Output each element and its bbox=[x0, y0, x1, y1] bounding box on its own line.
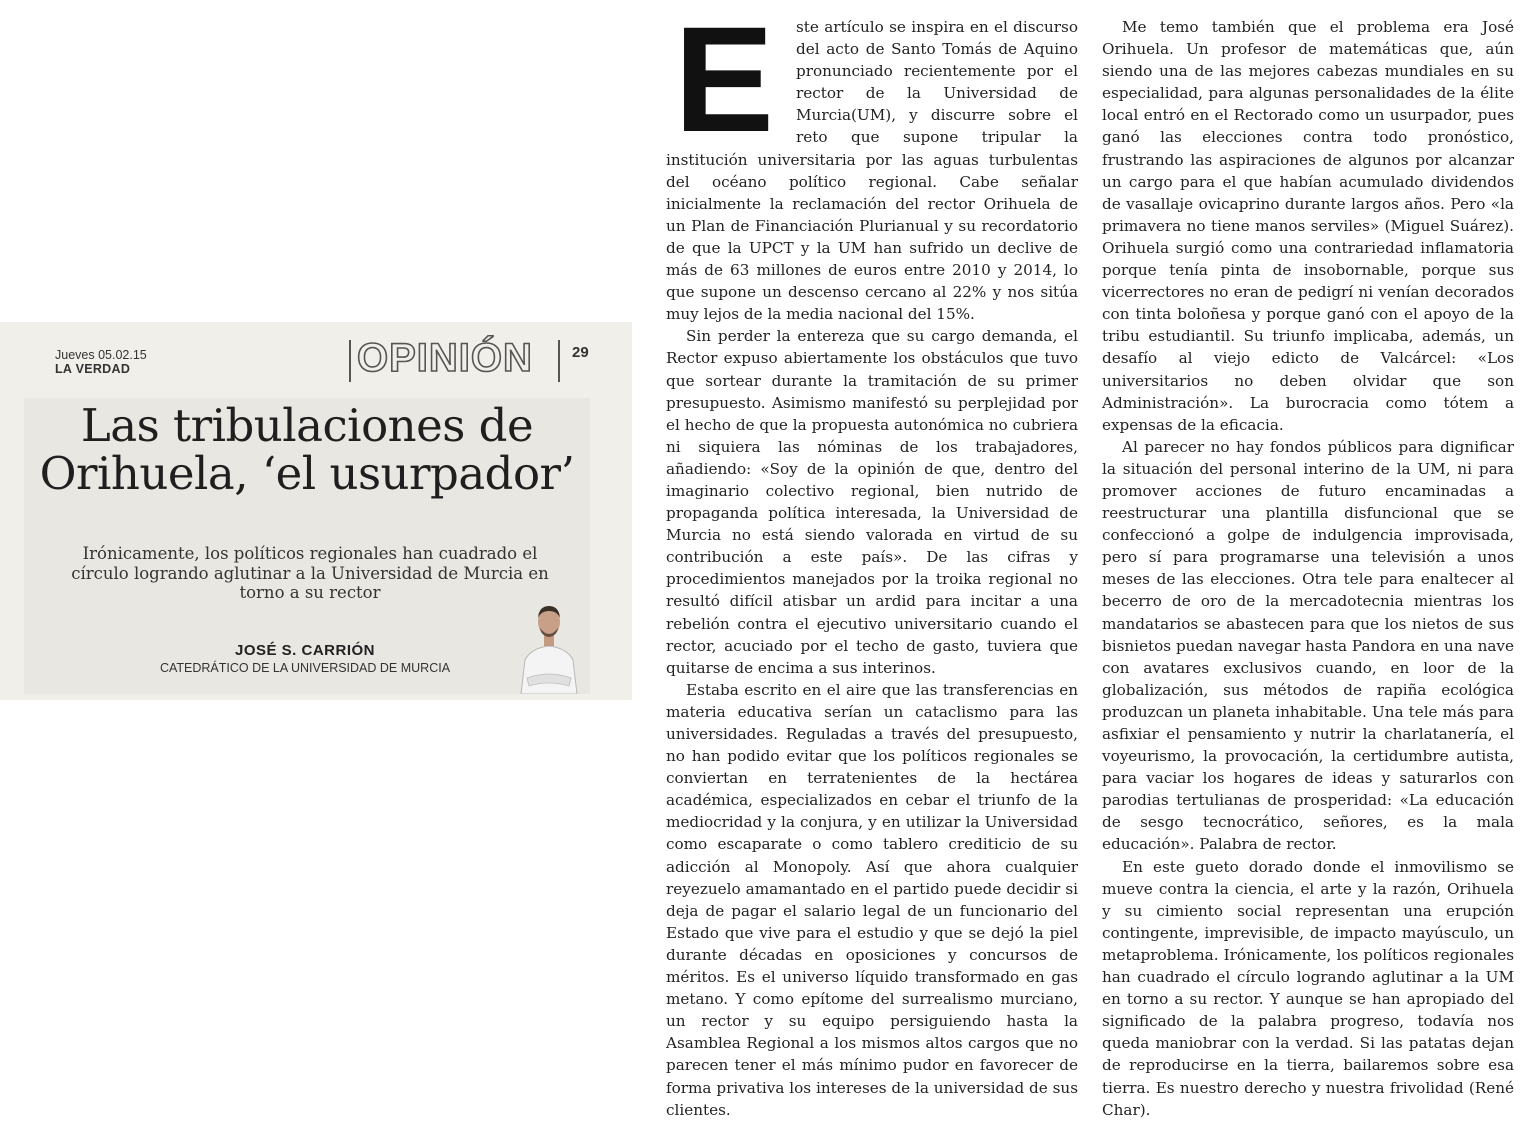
article-paragraph-text: ste artículo se inspira en el discurso del acto de Santo Tomás de Aquino pronunciado recientemente por el rector de la Universidad de Murcia(UM), y discurre sobre el reto que supone tripular la institución universitaria por las aguas turbulentas del océano político regional. Cabe señalar inicialmente la reclamación del rector Orihuela de un Plan de Financiación Plurianual y su recordatorio de que la UPCT y la UM han sufrido un declive de más de 63 millones de euros entre 2010 y 2014, lo que supone un descenso cercano al 22% y nos sitúa muy lejos de la media nacional del 15%. bbox=[666, 18, 1078, 324]
drop-cap: E bbox=[674, 0, 775, 163]
headline-line-1: Las tribulaciones de bbox=[80, 399, 534, 452]
author-block bbox=[150, 642, 460, 675]
newspaper-name: LA VERDAD bbox=[55, 362, 131, 376]
article-paragraph bbox=[666, 0, 1078, 325]
author-name: JOSÉ S. CARRIÓN bbox=[234, 642, 376, 659]
article-paragraph: Estaba escrito en el aire que las transferencias en materia educativa serían un cataclismo para las universidades. Reguladas a través del presupuesto, no han podido evitar que los políticos regionales se conviertan en terratenientes de la hectárea académica, especializados en cebar el triunfo de la mediocridad y la conjura, y en utilizar la Universidad como escaparate o como tablero crediticio de su adicción al Monopoly. Así que ahora cualquier reyezuelo amamantado en el partido puede decidir si deja de pagar el salario legal de un funcionario del Estado que vive para el estudio y que se dejó la piel durante décadas en oposiciones y concursos de méritos. Es el universo líquido transformado en gas metano. Y como epítome del surrealismo murciano, un rector y su equipo persiguiendo hasta la Asamblea Regional a los mismos altos cargos que no parecen tener el más mínimo pudor en favorecer de forma privativa los intereses de la universidad de sus clientes. bbox=[666, 680, 1078, 1119]
article-column-2 bbox=[1102, 16, 1514, 1121]
article-paragraph: Me temo también que el problema era José Orihuela. Un profesor de matemáticas que, aún siendo una de las mejores cabezas mundiales en su especialidad, para algunas personalidades de la élite local entró en el Rectorado como un usurpador, pues ganó las elecciones contra todo pronóstico, frustrando las aspiraciones de algunos por alcanzar un cargo para el que habían acumulado dividendos de vasallaje ovicaprino durante largos años. Pero «la primavera no tiene manos serviles» (Miguel Suárez). Orihuela surgió como una contrariedad inflamatoria porque tenía pinta de insobornable, porque sus vicerrectores no eran de pedigrí ni venían decorados con tinta boloñesa y porque ganó con el apoyo de la tribu estudiantil. Su triunfo implicaba, además, un desafío al viejo edicto de Valcárcel: «Los universitarios no deben olvidar que son Administración». La burocracia como tótem a expensas de la eficacia. bbox=[1102, 18, 1514, 434]
section-divider bbox=[349, 340, 351, 382]
article-paragraph: Sin perder la entereza que su cargo demanda, el Rector expuso abiertamente los obstáculos que tuvo que sortear durante la tramitación de su primer presupuesto. Asimismo manifestó su perplejidad por el hecho de que la propuesta autonómica no cubriera ni siquiera las nóminas de los trabajadores, añadiendo: «Soy de la opinión de que, dentro del imaginario colectivo regional, bien nutrido de propaganda política interesada, la Universidad de Murcia no está siendo valorada en virtud de su contribución a este país». De las cifras y procedimientos manejados por la troika regional no resultó difícil atisbar un ardid para incitar a una rebelión contra el ejecutivo universitario cuando el rector, acuciado por el techo de gasto, tuviera que quitarse de encima a sus interinos. bbox=[666, 327, 1078, 677]
article-column-1 bbox=[666, 0, 1078, 1121]
page-number: 29 bbox=[572, 344, 589, 361]
author-role: CATEDRÁTICO DE LA UNIVERSIDAD DE MURCIA bbox=[159, 661, 451, 675]
article-paragraph: En este gueto dorado donde el inmovilismo se mueve contra la ciencia, el arte y la razón, Orihuela y su cimiento social representan una erupción contingente, imprevisible, de impacto mayúsculo, un metaproblema. Irónicamente, los políticos regionales han cuadrado el círculo logrando aglutinar a la UM en torno a su rector. Y aunque se han apropiado del significado de la palabra progreso, todavía nos queda maniobrar con la verdad. Si las patatas dejan de reproducirse en la tierra, bailaremos sobre esa tierra. Es nuestro derecho y nuestra frivolidad (René Char). bbox=[1102, 857, 1514, 1119]
author-photo bbox=[513, 590, 585, 694]
subtitle: Irónicamente, los políticos regionales han cuadrado el círculo logrando aglutinar a la Universidad de Murcia en torno a su rector bbox=[71, 544, 549, 602]
headline bbox=[24, 399, 590, 500]
publication-date: Jueves 05.02.15 bbox=[55, 348, 147, 362]
headline-line-2: Orihuela, ‘el usurpador’ bbox=[39, 447, 575, 500]
section-divider bbox=[558, 340, 560, 382]
section-title: OPINIÓN bbox=[357, 336, 533, 380]
article-paragraph: Al parecer no hay fondos públicos para dignificar la situación del personal interino de la UM, ni para promover acciones de futuro encaminadas a reestructurar una plantilla disfuncional que se confeccionó a golpe de indulgencia improvisada, pero sí para programarse una televisión a unos meses de las elecciones. Otra tele para enaltecer al becerro de oro de la mercadotecnia mientras los mandatarios se abastecen para que los nietos de sus bisnietos puedan navegar hasta Pandora en una nave con avatares exclusivos cuando, en loor de la globalización, sus métodos de rapiña ecológica produzcan un planeta inhabitable. Una tele más para asfixiar el pensamiento y nutrir la charlatanería, el voyeurismo, la provocación, la certidumbre autista, para vaciar los hogares de ideas y saturarlos con parodias tertulianas de prosperidad: «La educación de sesgo tecnocrático, señores, es la mala educación». Palabra de rector. bbox=[1102, 437, 1514, 854]
publication-info bbox=[55, 348, 147, 376]
